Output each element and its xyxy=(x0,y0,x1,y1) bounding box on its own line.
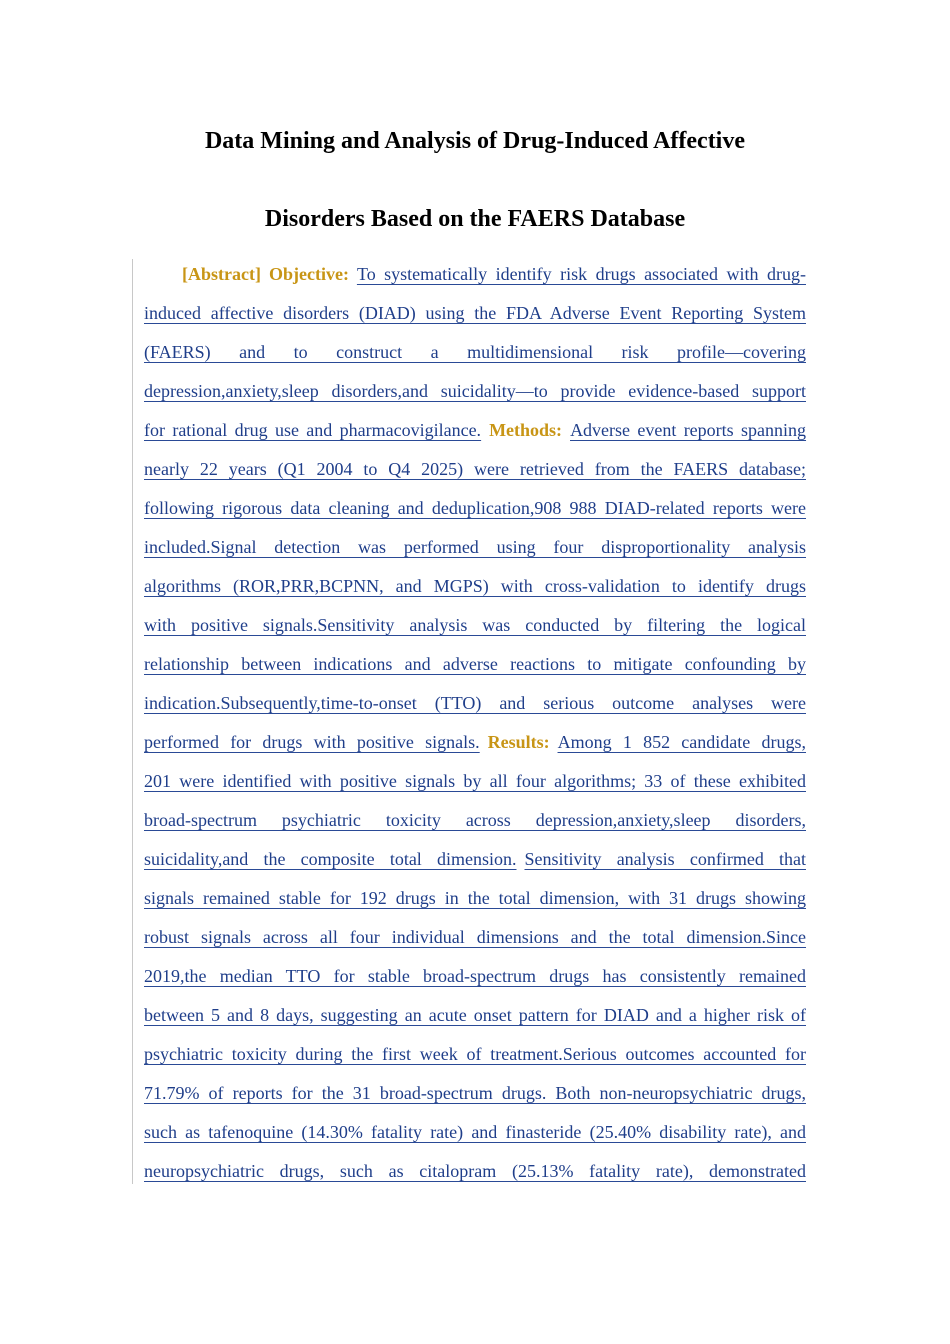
abstract-line: induced affective disorders (DIAD) using the FDA Adverse Event Reporting System xyxy=(144,303,806,323)
abstract-line: indication.Subsequently,time-to-onset (TTO) and serious outcome analyses were xyxy=(144,693,806,713)
abstract-line: neuropsychiatric drugs, such as citalopram (25.13% fatality rate), demonstrated xyxy=(144,1161,806,1181)
abstract-line: robust signals across all four individual dimensions and the total dimension.Since xyxy=(144,927,806,947)
abstract-line: nearly 22 years (Q1 2004 to Q4 2025) were retrieved from the FAERS database; xyxy=(144,459,806,479)
abstract-line: relationship between indications and adverse reactions to mitigate confounding by xyxy=(144,654,806,674)
objective-label: Objective: xyxy=(268,264,349,284)
abstract-text: for rational drug use and pharmacovigilance. xyxy=(144,420,482,440)
abstract-line: included.Signal detection was performed using four disproportionality analysis xyxy=(144,537,806,557)
abstract-line xyxy=(144,255,806,294)
abstract-line: signals remained stable for 192 drugs in the total dimension, with 31 drugs showing xyxy=(144,888,806,908)
abstract-line: with positive signals.Sensitivity analysis was conducted by filtering the logical xyxy=(144,615,806,635)
abstract-text: Adverse event reports spanning xyxy=(570,420,807,440)
results-label: Results: xyxy=(487,732,550,752)
abstract-line: (FAERS) and to construct a multidimensional risk profile—covering xyxy=(144,342,806,362)
abstract-line: such as tafenoquine (14.30% fatality rate) and finasteride (25.40% disability rate), and xyxy=(144,1122,806,1142)
abstract-line xyxy=(144,723,806,762)
abstract-text: To systematically identify risk drugs associated with drug- xyxy=(356,264,806,284)
abstract-text: Among 1 852 candidate drugs, xyxy=(557,732,806,752)
abstract-body xyxy=(144,255,806,1191)
abstract-line xyxy=(144,411,806,450)
abstract-line: depression,anxiety,sleep disorders,and suicidality—to provide evidence-based support xyxy=(144,381,806,401)
abstract-text: performed for drugs with positive signals. xyxy=(144,732,480,752)
revision-margin-rule xyxy=(132,259,133,1184)
abstract-label: [Abstract] xyxy=(182,264,261,284)
abstract-line: broad-spectrum psychiatric toxicity across depression,anxiety,sleep disorders, xyxy=(144,810,806,830)
abstract-line: between 5 and 8 days, suggesting an acute onset pattern for DIAD and a higher risk of xyxy=(144,1005,806,1025)
abstract-text: Sensitivity analysis confirmed that xyxy=(524,849,806,869)
abstract-line xyxy=(144,840,806,879)
abstract-line: following rigorous data cleaning and deduplication,908 988 DIAD-related reports were xyxy=(144,498,806,518)
paper-title-line-1: Data Mining and Analysis of Drug-Induced Affective xyxy=(204,128,746,154)
abstract-text: suicidality,and the composite total dimension. xyxy=(144,849,517,869)
abstract-line: 201 were identified with positive signals by all four algorithms; 33 of these exhibited xyxy=(144,771,806,791)
paper-title-line-2: Disorders Based on the FAERS Database xyxy=(264,206,686,232)
abstract-line: 2019,the median TTO for stable broad-spectrum drugs has consistently remained xyxy=(144,966,806,986)
abstract-line: algorithms (ROR,PRR,BCPNN, and MGPS) with cross-validation to identify drugs xyxy=(144,576,806,596)
abstract-line: psychiatric toxicity during the first week of treatment.Serious outcomes accounted for xyxy=(144,1044,806,1064)
abstract-line: 71.79% of reports for the 31 broad-spectrum drugs. Both non-neuropsychiatric drugs, xyxy=(144,1083,806,1103)
methods-label: Methods: xyxy=(489,420,563,440)
